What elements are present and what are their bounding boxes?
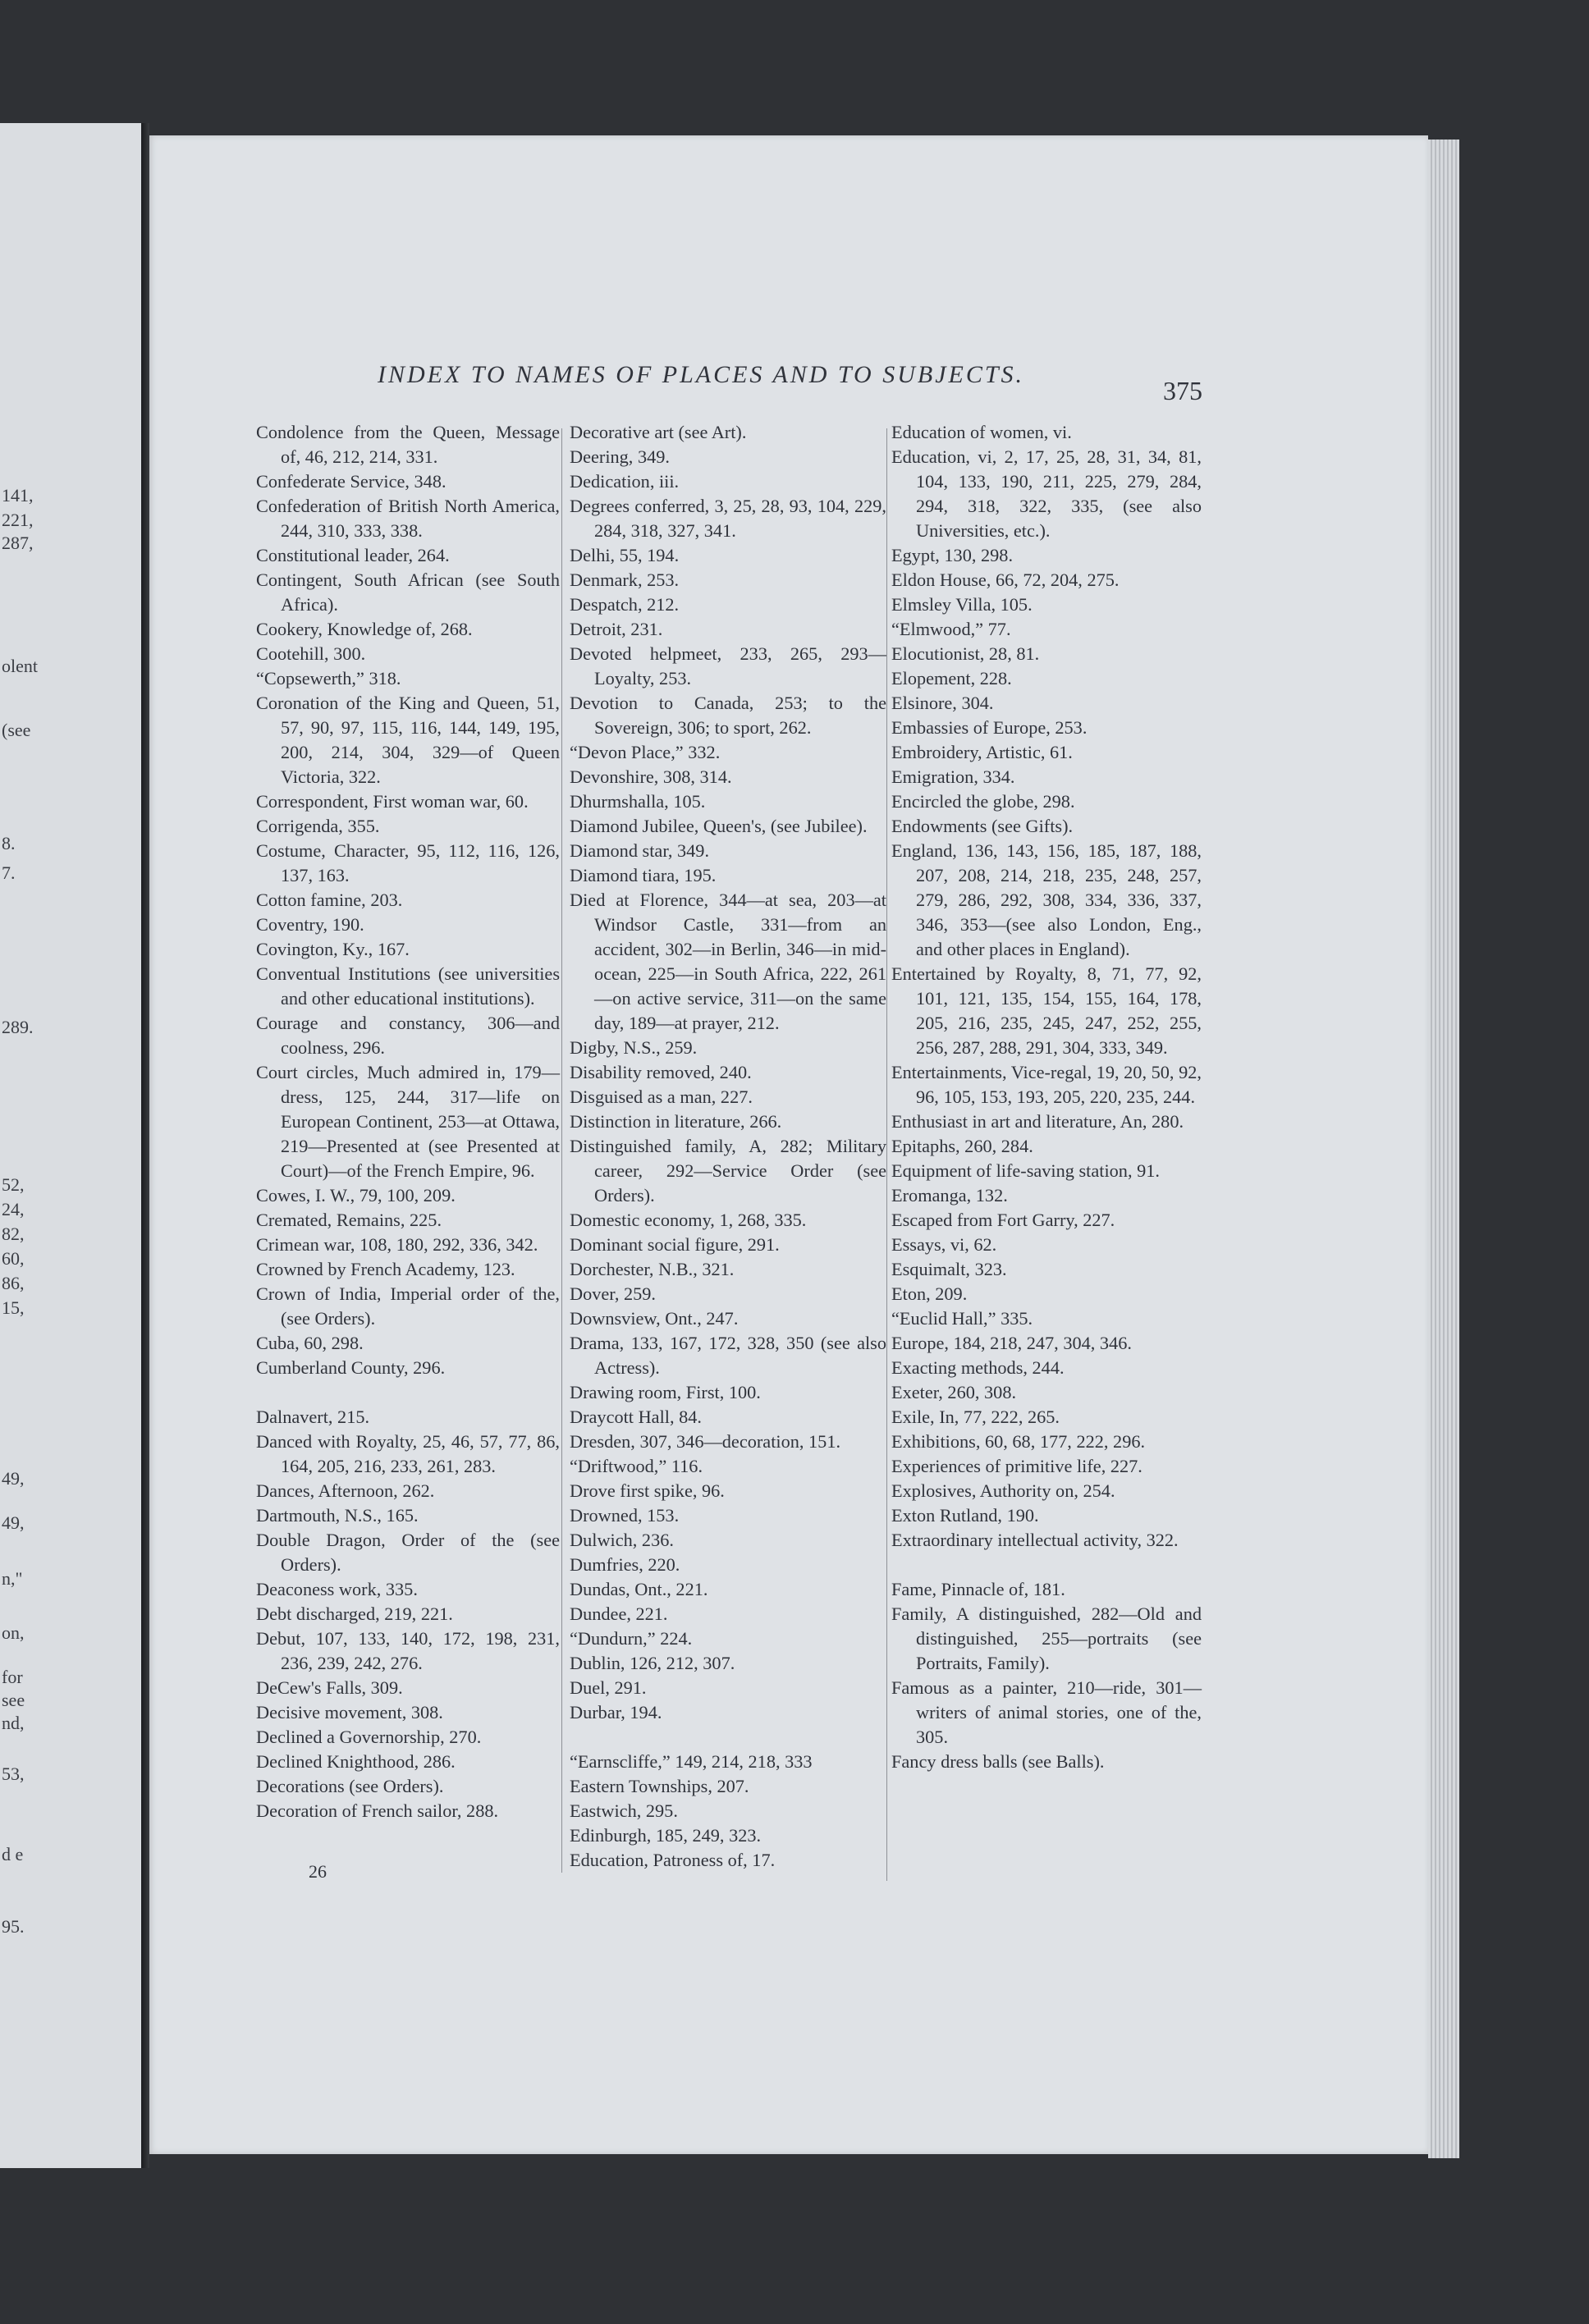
index-entry: Cookery, Knowledge of, 268.	[256, 619, 473, 639]
index-entry: Drama, 133, 167, 172, 328, 350 (see also Actress).	[570, 1333, 886, 1378]
index-entry: Declined a Governorship, 270.	[256, 1727, 482, 1747]
index-entry: Eromanga, 132.	[891, 1185, 1008, 1205]
index-entry: Courage and constancy, 306—and coolness, 296.	[256, 1013, 560, 1058]
index-entry: Equipment of life-saving station, 91.	[891, 1160, 1160, 1181]
index-entry: Family, A distinguished, 282—Old and distinguished, 255—portraits (see Portraits, Family).	[891, 1603, 1202, 1673]
index-entry: Drove first spike, 96.	[570, 1480, 725, 1501]
index-entry: “Dundurn,” 224.	[570, 1628, 693, 1649]
book-gutter	[141, 123, 149, 2168]
index-entry: Condolence from the Queen, Message of, 46, 212, 214, 331.	[256, 422, 560, 467]
index-entry: England, 136, 143, 156, 185, 187, 188, 207, 208, 214, 218, 235, 248, 257, 279, 286, 292, 308, 334, 336, 337, 346, 353—(see also London, Eng., and other places in England).	[891, 840, 1202, 959]
index-entry: Devonshire, 308, 314.	[570, 766, 732, 787]
index-entry: Crown of India, Imperial order of the, (see Orders).	[256, 1283, 560, 1329]
index-entry: Decorative art (see Art).	[570, 422, 747, 442]
index-entry: Devotion to Canada, 253; to the Sovereign, 306; to sport, 262.	[570, 693, 886, 738]
index-entry: Dulwich, 236.	[570, 1530, 674, 1550]
index-entry: Explosives, Authority on, 254.	[891, 1480, 1115, 1501]
index-entry: Elsinore, 304.	[891, 693, 994, 713]
index-entry: Confederation of British North America, 244, 310, 333, 338.	[256, 496, 560, 541]
index-entry: Enthusiast in art and literature, An, 280.	[891, 1111, 1184, 1132]
index-entry: Court circles, Much admired in, 179—dress, 125, 244, 317—life on European Continent, 253—at Ottawa, 219—Presented at (see Presented at Court)—of the French Empire, 96.	[256, 1062, 560, 1181]
index-entry: Exhibitions, 60, 68, 177, 222, 296.	[891, 1431, 1146, 1452]
index-column-1	[256, 420, 560, 1823]
page-number: 375	[1163, 376, 1202, 405]
page-edges	[1428, 140, 1459, 2158]
facing-page	[0, 123, 141, 2168]
index-entry: Confederate Service, 348.	[256, 471, 446, 492]
index-entry: Exton Rutland, 190.	[891, 1505, 1039, 1526]
facing-page-fragment: 141,	[2, 485, 34, 506]
index-entry: Distinction in literature, 266.	[570, 1111, 782, 1132]
index-entry: Constitutional leader, 264.	[256, 545, 450, 565]
index-entry: Dorchester, N.B., 321.	[570, 1259, 735, 1279]
index-entry: Detroit, 231.	[570, 619, 663, 639]
index-entry: “Earnscliffe,” 149, 214, 218, 333	[570, 1751, 813, 1772]
index-entry: Degrees conferred, 3, 25, 28, 93, 104, 229, 284, 318, 327, 341.	[570, 496, 886, 541]
index-entry: Duel, 291.	[570, 1677, 647, 1698]
index-entry: Exile, In, 77, 222, 265.	[891, 1407, 1060, 1427]
facing-page-fragment: 53,	[2, 1764, 25, 1784]
index-entry: Essays, vi, 62.	[891, 1234, 997, 1255]
index-entry: “Driftwood,” 116.	[570, 1456, 703, 1476]
index-entry: Dundee, 221.	[570, 1603, 668, 1624]
index-entry: Eldon House, 66, 72, 204, 275.	[891, 570, 1120, 590]
index-entry: Despatch, 212.	[570, 594, 680, 615]
index-entry: Coventry, 190.	[256, 914, 364, 935]
section-gap	[256, 1380, 560, 1405]
index-entry: Conventual Institutions (see universities and other educational institutions).	[256, 963, 560, 1009]
index-entry: Dumfries, 220.	[570, 1554, 680, 1575]
index-entry: Dover, 259.	[570, 1283, 656, 1304]
index-entry: Domestic economy, 1, 268, 335.	[570, 1210, 807, 1230]
facing-page-fragment: 86,	[2, 1273, 25, 1293]
index-entry: Dances, Afternoon, 262.	[256, 1480, 435, 1501]
index-entry: Debt discharged, 219, 221.	[256, 1603, 453, 1624]
index-entry: Denmark, 253.	[570, 570, 680, 590]
section-gap	[570, 1725, 886, 1750]
index-entry: Eastwich, 295.	[570, 1800, 678, 1821]
index-entry: Devoted helpmeet, 233, 265, 293—Loyalty, 253.	[570, 643, 886, 689]
index-entry: Cowes, I. W., 79, 100, 209.	[256, 1185, 456, 1205]
index-entry: Dublin, 126, 212, 307.	[570, 1653, 735, 1673]
facing-page-fragment: for	[2, 1667, 23, 1687]
index-entry: Decoration of French sailor, 288.	[256, 1800, 499, 1821]
index-entry: Decisive movement, 308.	[256, 1702, 443, 1722]
index-entry: Famous as a painter, 210—ride, 301—writers of animal stories, one of the, 305.	[891, 1677, 1202, 1747]
index-entry: Emigration, 334.	[891, 766, 1015, 787]
index-entry: Cremated, Remains, 225.	[256, 1210, 442, 1230]
index-entry: Disability removed, 240.	[570, 1062, 752, 1082]
index-entry: Experiences of primitive life, 227.	[891, 1456, 1143, 1476]
index-entry: Europe, 184, 218, 247, 304, 346.	[891, 1333, 1132, 1353]
index-entry: Edinburgh, 185, 249, 323.	[570, 1825, 762, 1846]
facing-page-fragment: olent	[2, 656, 38, 676]
running-head: INDEX TO NAMES OF PLACES AND TO SUBJECTS.	[378, 361, 1025, 388]
index-entry: Drowned, 153.	[570, 1505, 680, 1526]
index-entry: Exeter, 260, 308.	[891, 1382, 1017, 1402]
index-entry: Deering, 349.	[570, 446, 670, 467]
index-entry: Diamond Jubilee, Queen's, (see Jubilee).	[570, 816, 868, 836]
index-entry: Dalnavert, 215.	[256, 1407, 370, 1427]
index-entry: Danced with Royalty, 25, 46, 57, 77, 86, 164, 205, 216, 233, 261, 283.	[256, 1431, 560, 1476]
index-entry: Cootehill, 300.	[256, 643, 366, 664]
facing-page-fragment: 49,	[2, 1468, 25, 1489]
index-entry: Correspondent, First woman war, 60.	[256, 791, 529, 812]
index-entry: Encircled the globe, 298.	[891, 791, 1075, 812]
index-entry: Elocutionist, 28, 81.	[891, 643, 1040, 664]
index-entry: Exacting methods, 244.	[891, 1357, 1065, 1378]
index-entry: Education, Patroness of, 17.	[570, 1850, 776, 1870]
index-entry: Diamond star, 349.	[570, 840, 710, 861]
index-entry: Dresden, 307, 346—decoration, 151.	[570, 1431, 841, 1452]
facing-page-fragment: n,"	[2, 1568, 23, 1589]
index-column-2	[570, 420, 886, 1873]
facing-page-fragment: 15,	[2, 1297, 25, 1318]
facing-page-fragment: 8.	[2, 833, 16, 853]
facing-page-fragment: nd,	[2, 1713, 25, 1733]
section-gap	[891, 1553, 1202, 1577]
index-entry: Durbar, 194.	[570, 1702, 662, 1722]
facing-page-fragment: 7.	[2, 862, 16, 883]
index-entry: Education, vi, 2, 17, 25, 28, 31, 34, 81, 104, 133, 190, 211, 225, 279, 284, 294, 318, 322, 335, (see also Universities, etc.).	[891, 446, 1202, 541]
facing-page-fragment: d e	[2, 1844, 24, 1864]
facing-page-fragment: 221,	[2, 510, 34, 530]
facing-page-fragment: 82,	[2, 1224, 25, 1244]
index-entry: Decorations (see Orders).	[256, 1776, 444, 1796]
index-entry: Esquimalt, 323.	[891, 1259, 1007, 1279]
index-entry: Dedication, iii.	[570, 471, 680, 492]
index-entry: Coronation of the King and Queen, 51, 57, 90, 97, 115, 116, 144, 149, 195, 200, 214, 304, 329—of Queen Victoria, 322.	[256, 693, 560, 787]
index-entry: Debut, 107, 133, 140, 172, 198, 231, 236, 239, 242, 276.	[256, 1628, 560, 1673]
index-entry: Double Dragon, Order of the (see Orders).	[256, 1530, 560, 1575]
index-entry: Fame, Pinnacle of, 181.	[891, 1579, 1065, 1599]
facing-page-fragment: 287,	[2, 533, 34, 553]
index-entry: Covington, Ky., 167.	[256, 939, 410, 959]
index-entry: Draycott Hall, 84.	[570, 1407, 702, 1427]
index-entry: Elopement, 228.	[891, 668, 1012, 689]
index-entry: Extraordinary intellectual activity, 322.	[891, 1530, 1179, 1550]
facing-page-fragment: 52,	[2, 1174, 25, 1195]
index-entry: Delhi, 55, 194.	[570, 545, 680, 565]
facing-page-fragment: 60,	[2, 1248, 25, 1269]
index-entry: Corrigenda, 355.	[256, 816, 380, 836]
index-column-3	[891, 420, 1202, 1774]
index-entry: Embassies of Europe, 253.	[891, 717, 1088, 738]
index-entry: Elmsley Villa, 105.	[891, 594, 1033, 615]
index-entry: Escaped from Fort Garry, 227.	[891, 1210, 1115, 1230]
facing-page-fragment: 49,	[2, 1512, 25, 1533]
facing-page-fragment: on,	[2, 1622, 25, 1643]
index-entry: Endowments (see Gifts).	[891, 816, 1074, 836]
index-entry: Epitaphs, 260, 284.	[891, 1136, 1033, 1156]
index-entry: Entertained by Royalty, 8, 71, 77, 92, 101, 121, 135, 154, 155, 164, 178, 205, 216, 235, 245, 247, 252, 255, 256, 287, 288, 291, 304, 333, 349.	[891, 963, 1202, 1058]
index-entry: Eastern Townships, 207.	[570, 1776, 749, 1796]
index-entry: Died at Florence, 344—at sea, 203—at Windsor Castle, 331—from an accident, 302—in Berlin, 346—in mid-ocean, 225—in South Africa, 222, 261—on active service, 311—on the same day, 189—at prayer, 212.	[570, 890, 886, 1033]
column-rule	[561, 428, 562, 1873]
facing-page-fragment: 95.	[2, 1916, 25, 1937]
facing-page-fragment: see	[2, 1690, 25, 1710]
index-entry: Declined Knighthood, 286.	[256, 1751, 456, 1772]
index-entry: Dominant social figure, 291.	[570, 1234, 780, 1255]
index-entry: Dhurmshalla, 105.	[570, 791, 706, 812]
index-entry: Cumberland County, 296.	[256, 1357, 446, 1378]
index-entry: “Elmwood,” 77.	[891, 619, 1011, 639]
index-entry: Crimean war, 108, 180, 292, 336, 342.	[256, 1234, 538, 1255]
facing-page-fragment: 289.	[2, 1017, 34, 1037]
facing-page-fragment: 24,	[2, 1199, 25, 1219]
index-entry: “Devon Place,” 332.	[570, 742, 721, 762]
index-entry: Costume, Character, 95, 112, 116, 126, 137, 163.	[256, 840, 560, 885]
index-entry: Downsview, Ont., 247.	[570, 1308, 739, 1329]
index-entry: Cuba, 60, 298.	[256, 1333, 364, 1353]
index-entry: Dundas, Ont., 221.	[570, 1579, 708, 1599]
index-entry: Egypt, 130, 298.	[891, 545, 1014, 565]
index-entry: DeCew's Falls, 309.	[256, 1677, 403, 1698]
index-entry: Fancy dress balls (see Balls).	[891, 1751, 1105, 1772]
signature-mark: 26	[309, 1861, 327, 1882]
index-entry: Digby, N.S., 259.	[570, 1037, 698, 1058]
index-entry: Diamond tiara, 195.	[570, 865, 717, 885]
index-entry: Cotton famine, 203.	[256, 890, 403, 910]
facing-page-fragment: (see	[2, 720, 31, 740]
column-rule	[886, 428, 887, 1881]
index-entry: Distinguished family, A, 282; Military career, 292—Service Order (see Orders).	[570, 1136, 886, 1205]
index-entry: Deaconess work, 335.	[256, 1579, 418, 1599]
index-entry: Eton, 209.	[891, 1283, 968, 1304]
index-entry: “Euclid Hall,” 335.	[891, 1308, 1033, 1329]
index-entry: Drawing room, First, 100.	[570, 1382, 761, 1402]
index-entry: Crowned by French Academy, 123.	[256, 1259, 515, 1279]
index-entry: Entertainments, Vice-regal, 19, 20, 50, 92, 96, 105, 153, 193, 205, 220, 235, 244.	[891, 1062, 1202, 1107]
index-entry: Disguised as a man, 227.	[570, 1087, 753, 1107]
index-entry: Dartmouth, N.S., 165.	[256, 1505, 419, 1526]
index-entry: Embroidery, Artistic, 61.	[891, 742, 1073, 762]
index-entry: Education of women, vi.	[891, 422, 1072, 442]
index-entry: “Copsewerth,” 318.	[256, 668, 401, 689]
index-entry: Contingent, South African (see South Africa).	[256, 570, 560, 615]
